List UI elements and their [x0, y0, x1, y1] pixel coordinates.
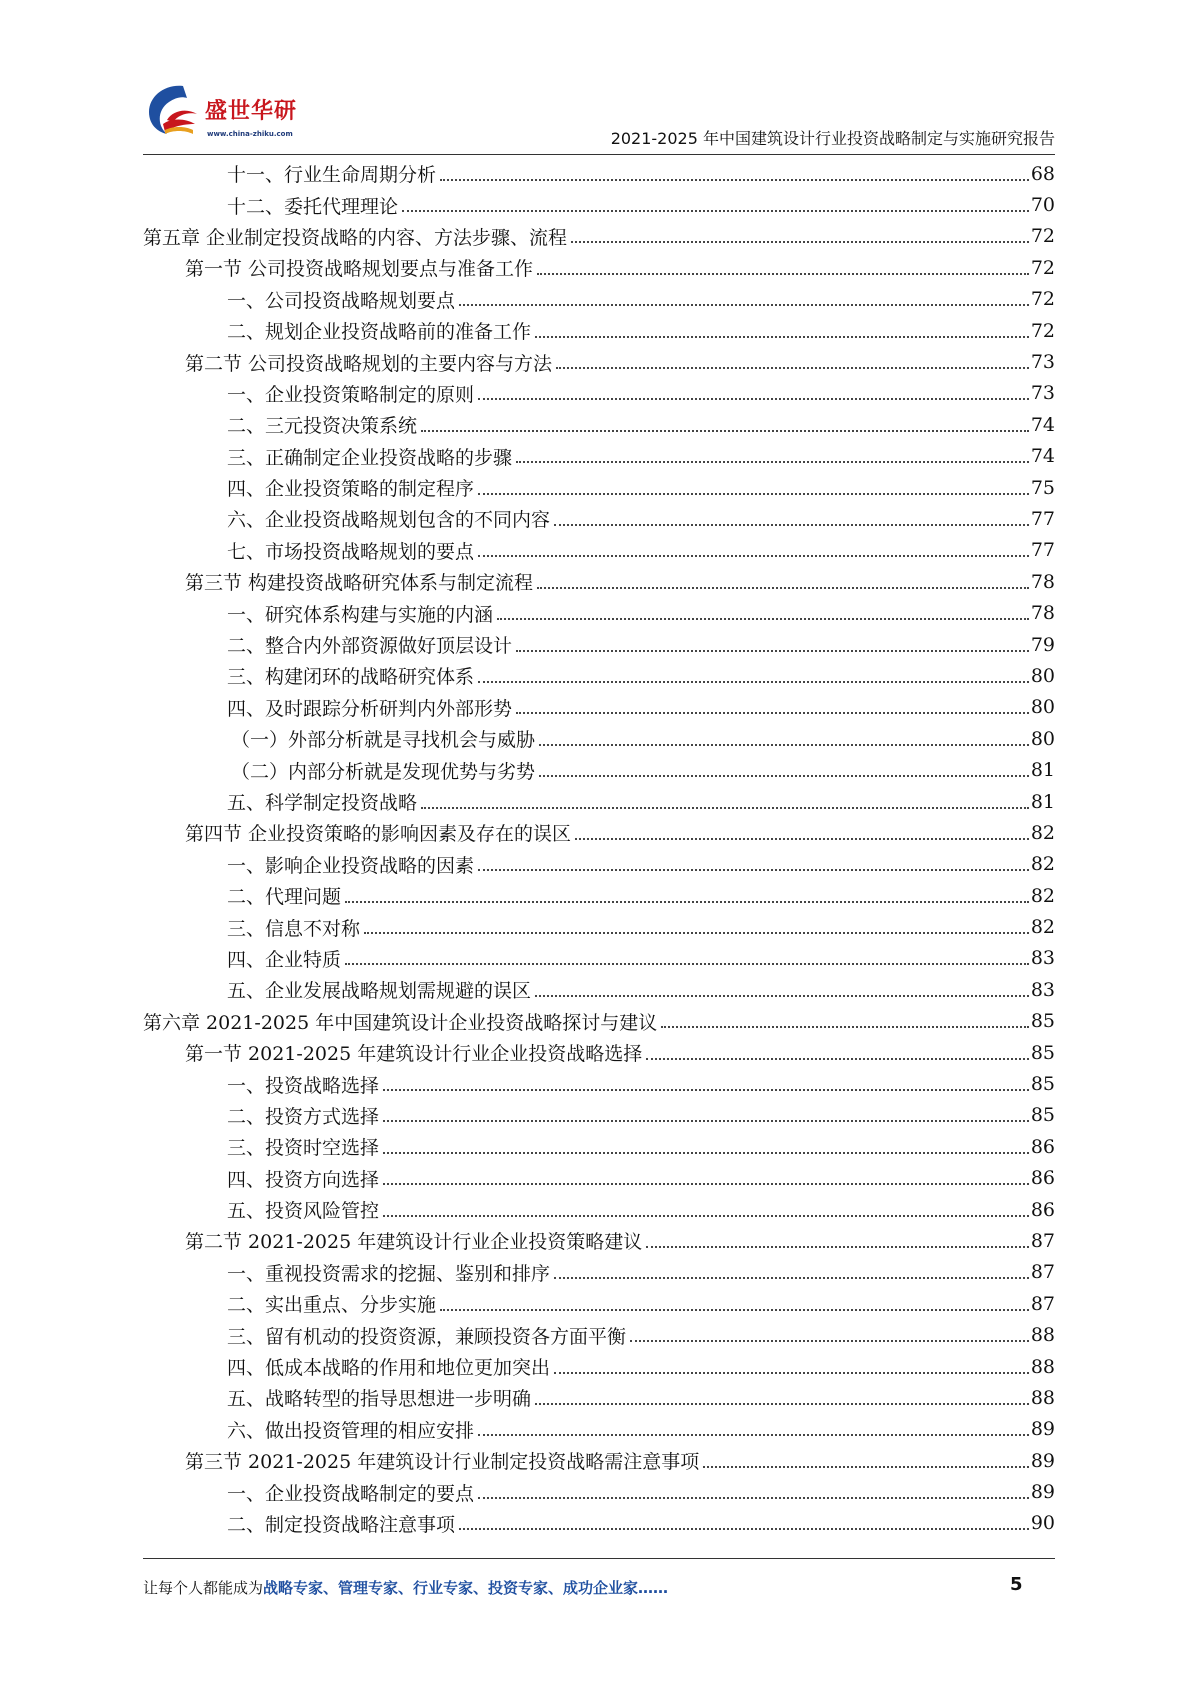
toc-entry[interactable] — [143, 441, 1055, 472]
toc-entry-page: 87 — [1030, 1229, 1055, 1252]
toc-entry-title: 第三节 2021-2025 年建筑设计行业制定投资战略需注意事项 — [185, 1451, 700, 1474]
toc-entry-title: 二、制定投资战略注意事项 — [227, 1513, 456, 1536]
toc-dot-leader — [516, 712, 1029, 714]
toc-entry-title: 二、实出重点、分步实施 — [227, 1294, 437, 1317]
logo-url: www.china-zhiku.com — [207, 130, 293, 138]
toc-entry-title: 一、研究体系构建与实施的内涵 — [227, 603, 494, 626]
toc-entry[interactable] — [143, 1288, 1055, 1319]
toc-entry[interactable] — [143, 503, 1055, 534]
toc-entry[interactable] — [143, 566, 1055, 597]
toc-entry[interactable] — [143, 284, 1055, 315]
toc-entry[interactable] — [143, 786, 1055, 817]
toc-entry-page: 85 — [1030, 1010, 1055, 1033]
toc-entry-page: 80 — [1030, 664, 1055, 687]
toc-entry-title: 六、企业投资战略规划包含的不同内容 — [227, 509, 551, 532]
toc-dot-leader — [478, 1434, 1029, 1436]
toc-dot-leader — [537, 273, 1029, 275]
toc-dot-leader — [478, 555, 1029, 557]
toc-entry[interactable] — [143, 1445, 1055, 1476]
toc-entry[interactable] — [143, 849, 1055, 880]
toc-entry-page: 86 — [1030, 1135, 1055, 1158]
toc-entry-page: 68 — [1030, 162, 1055, 185]
toc-dot-leader — [383, 1089, 1029, 1091]
table-of-contents — [143, 158, 1055, 1539]
toc-entry[interactable] — [143, 1225, 1055, 1256]
report-title: 2021-2025 年中国建筑设计行业投资战略制定与实施研究报告 — [610, 129, 1055, 148]
toc-entry-title: 第五章 企业制定投资战略的内容、方法步骤、流程 — [143, 226, 568, 249]
toc-entry-title: 第四节 企业投资策略的影响因素及存在的误区 — [185, 823, 572, 846]
toc-entry[interactable] — [143, 1037, 1055, 1068]
toc-entry-page: 80 — [1030, 727, 1055, 750]
toc-dot-leader — [345, 963, 1029, 965]
toc-entry-title: 第二节 公司投资战略规划的主要内容与方法 — [185, 352, 553, 375]
toc-entry-page: 86 — [1030, 1198, 1055, 1221]
toc-dot-leader — [516, 461, 1029, 463]
toc-entry-page: 70 — [1030, 194, 1055, 217]
toc-entry[interactable] — [143, 911, 1055, 942]
toc-entry-page: 74 — [1030, 413, 1055, 436]
toc-entry-title: 七、市场投资战略规划的要点 — [227, 540, 475, 563]
toc-entry-page: 79 — [1030, 633, 1055, 656]
toc-entry-title: 十一、行业生命周期分析 — [227, 164, 437, 187]
toc-entry-page: 81 — [1030, 759, 1055, 782]
header-divider — [143, 154, 1055, 155]
toc-dot-leader — [535, 995, 1029, 997]
toc-dot-leader — [383, 1183, 1029, 1185]
toc-entry[interactable] — [143, 629, 1055, 660]
toc-dot-leader — [535, 336, 1029, 338]
toc-dot-leader — [459, 1528, 1029, 1530]
toc-entry-title: 第六章 2021-2025 年中国建筑设计企业投资战略探讨与建议 — [143, 1011, 658, 1034]
toc-dot-leader — [478, 493, 1029, 495]
toc-entry-page: 74 — [1030, 445, 1055, 468]
toc-dot-leader — [554, 524, 1029, 526]
toc-entry-title: 二、三元投资决策系统 — [227, 415, 418, 438]
toc-entry-page: 72 — [1030, 256, 1055, 279]
toc-entry-page: 85 — [1030, 1073, 1055, 1096]
toc-entry[interactable] — [143, 346, 1055, 377]
toc-entry[interactable] — [143, 252, 1055, 283]
toc-entry[interactable] — [143, 1351, 1055, 1382]
toc-dot-leader — [364, 932, 1029, 934]
toc-entry[interactable] — [143, 1508, 1055, 1539]
toc-entry-title: 五、投资风险管控 — [227, 1200, 380, 1223]
toc-entry-page: 73 — [1030, 382, 1055, 405]
toc-dot-leader — [440, 1309, 1029, 1311]
toc-dot-leader — [537, 587, 1029, 589]
toc-entry-page: 85 — [1030, 1041, 1055, 1064]
toc-entry-page: 82 — [1030, 821, 1055, 844]
toc-entry[interactable] — [143, 943, 1055, 974]
toc-entry[interactable] — [143, 1163, 1055, 1194]
toc-entry-title: 四、低成本战略的作用和地位更加突出 — [227, 1357, 551, 1380]
toc-entry[interactable] — [143, 1382, 1055, 1413]
toc-entry-page: 77 — [1030, 507, 1055, 530]
toc-dot-leader — [539, 775, 1029, 777]
toc-dot-leader — [497, 618, 1029, 620]
toc-entry-title: （一）外部分析就是寻找机会与威胁 — [231, 729, 536, 752]
toc-dot-leader — [516, 650, 1029, 652]
toc-dot-leader — [703, 1466, 1029, 1468]
toc-entry[interactable] — [143, 597, 1055, 628]
toc-dot-leader — [646, 1246, 1029, 1248]
toc-entry-page: 73 — [1030, 351, 1055, 374]
page-header — [143, 80, 1055, 155]
toc-entry-title: 二、投资方式选择 — [227, 1105, 380, 1128]
toc-entry-title: 二、整合内外部资源做好顶层设计 — [227, 635, 513, 658]
toc-entry-title: 六、做出投资管理的相应安排 — [227, 1419, 475, 1442]
toc-entry-title: 二、代理问题 — [227, 886, 342, 909]
toc-dot-leader — [661, 1026, 1029, 1028]
toc-entry-page: 75 — [1030, 476, 1055, 499]
toc-entry[interactable] — [143, 1006, 1055, 1037]
toc-entry[interactable] — [143, 221, 1055, 252]
logo-text: 盛世华研 — [205, 99, 298, 124]
toc-dot-leader — [383, 1120, 1029, 1122]
toc-entry-title: 四、投资方向选择 — [227, 1168, 380, 1191]
toc-entry-page: 83 — [1030, 947, 1055, 970]
toc-entry-title: 第二节 2021-2025 年建筑设计行业企业投资策略建议 — [185, 1231, 643, 1254]
toc-entry-title: 三、留有机动的投资资源，兼顾投资各方面平衡 — [227, 1325, 627, 1348]
toc-entry[interactable] — [143, 472, 1055, 503]
toc-entry-title: 第一节 2021-2025 年建筑设计行业企业投资战略选择 — [185, 1043, 643, 1066]
footer-slogan-plain: 让每个人都能成为 — [143, 1579, 264, 1597]
toc-dot-leader — [646, 1058, 1029, 1060]
toc-dot-leader — [421, 807, 1029, 809]
toc-entry-page: 82 — [1030, 853, 1055, 876]
toc-dot-leader — [383, 1215, 1029, 1217]
footer-slogan-accent: 战略专家、管理专家、行业专家、投资专家、成功企业家…… — [263, 1579, 669, 1597]
toc-entry-page: 81 — [1030, 790, 1055, 813]
toc-entry-page: 78 — [1030, 602, 1055, 625]
toc-entry-title: 一、重视投资需求的挖掘、鉴别和排序 — [227, 1262, 551, 1285]
toc-dot-leader — [539, 744, 1029, 746]
toc-entry-title: 三、投资时空选择 — [227, 1137, 380, 1160]
toc-dot-leader — [421, 430, 1029, 432]
toc-dot-leader — [571, 241, 1029, 243]
toc-entry-page: 72 — [1030, 225, 1055, 248]
toc-entry-title: 一、影响企业投资战略的因素 — [227, 854, 475, 877]
logo-swoosh-icon — [143, 80, 205, 142]
toc-entry-title: 一、投资战略选择 — [227, 1074, 380, 1097]
toc-entry-page: 88 — [1030, 1324, 1055, 1347]
toc-entry-page: 82 — [1030, 884, 1055, 907]
toc-entry[interactable] — [143, 754, 1055, 785]
toc-entry-title: 三、正确制定企业投资战略的步骤 — [227, 446, 513, 469]
toc-entry-title: 五、企业发展战略规划需规避的误区 — [227, 980, 532, 1003]
toc-entry-page: 72 — [1030, 288, 1055, 311]
toc-entry-page: 87 — [1030, 1261, 1055, 1284]
footer-slogan — [143, 1577, 668, 1598]
toc-entry-title: 第三节 构建投资战略研究体系与制定流程 — [185, 572, 534, 595]
toc-entry[interactable] — [143, 1068, 1055, 1099]
toc-entry-page: 82 — [1030, 916, 1055, 939]
toc-entry-title: 一、企业投资战略制定的要点 — [227, 1482, 475, 1505]
toc-dot-leader — [478, 869, 1029, 871]
toc-entry-title: 四、及时跟踪分析研判内外部形势 — [227, 697, 513, 720]
toc-entry[interactable] — [143, 1194, 1055, 1225]
toc-entry-page: 77 — [1030, 539, 1055, 562]
toc-entry-page: 72 — [1030, 319, 1055, 342]
toc-dot-leader — [554, 1372, 1029, 1374]
toc-entry[interactable] — [143, 1476, 1055, 1507]
toc-entry-title: 三、信息不对称 — [227, 917, 361, 940]
toc-dot-leader — [383, 1152, 1029, 1154]
toc-dot-leader — [535, 1403, 1029, 1405]
toc-entry[interactable] — [143, 1257, 1055, 1288]
toc-dot-leader — [478, 1497, 1029, 1499]
toc-entry[interactable] — [143, 315, 1055, 346]
toc-entry-title: 第一节 公司投资战略规划要点与准备工作 — [185, 258, 534, 281]
toc-entry[interactable] — [143, 1100, 1055, 1131]
toc-entry[interactable] — [143, 409, 1055, 440]
toc-entry-page: 90 — [1030, 1512, 1055, 1535]
toc-entry[interactable] — [143, 1319, 1055, 1350]
toc-entry-title: 四、企业投资策略的制定程序 — [227, 478, 475, 501]
toc-entry-page: 89 — [1030, 1481, 1055, 1504]
toc-entry-page: 83 — [1030, 978, 1055, 1001]
toc-dot-leader — [478, 681, 1029, 683]
page-number: 5 — [1010, 1574, 1023, 1595]
toc-entry[interactable] — [143, 880, 1055, 911]
toc-entry[interactable] — [143, 1131, 1055, 1162]
toc-entry-page: 85 — [1030, 1104, 1055, 1127]
toc-dot-leader — [630, 1340, 1029, 1342]
toc-entry-title: 十二、委托代理理论 — [227, 195, 399, 218]
toc-dot-leader — [478, 398, 1029, 400]
toc-dot-leader — [556, 367, 1029, 369]
toc-entry[interactable] — [143, 189, 1055, 220]
toc-entry-page: 78 — [1030, 570, 1055, 593]
toc-dot-leader — [459, 304, 1029, 306]
toc-entry-title: 一、公司投资战略规划要点 — [227, 289, 456, 312]
company-logo — [143, 80, 313, 150]
toc-entry[interactable] — [143, 1414, 1055, 1445]
toc-entry[interactable] — [143, 660, 1055, 691]
toc-entry-title: 二、规划企业投资战略前的准备工作 — [227, 321, 532, 344]
toc-entry-title: 四、企业特质 — [227, 948, 342, 971]
toc-entry-title: （二）内部分析就是发现优势与劣势 — [231, 760, 536, 783]
toc-entry[interactable] — [143, 692, 1055, 723]
toc-entry-page: 88 — [1030, 1355, 1055, 1378]
toc-entry[interactable] — [143, 723, 1055, 754]
toc-entry-title: 一、企业投资策略制定的原则 — [227, 383, 475, 406]
toc-entry-page: 87 — [1030, 1292, 1055, 1315]
toc-dot-leader — [345, 901, 1029, 903]
toc-dot-leader — [575, 838, 1029, 840]
toc-entry[interactable] — [143, 817, 1055, 848]
toc-entry-page: 86 — [1030, 1167, 1055, 1190]
toc-entry-page: 80 — [1030, 696, 1055, 719]
toc-entry-title: 三、构建闭环的战略研究体系 — [227, 666, 475, 689]
toc-entry-page: 89 — [1030, 1449, 1055, 1472]
toc-dot-leader — [402, 210, 1029, 212]
toc-entry-title: 五、战略转型的指导思想进一步明确 — [227, 1388, 532, 1411]
toc-entry[interactable] — [143, 974, 1055, 1005]
toc-dot-leader — [554, 1277, 1029, 1279]
toc-entry-title: 五、科学制定投资战略 — [227, 792, 418, 814]
toc-entry[interactable] — [143, 535, 1055, 566]
toc-entry-page: 88 — [1030, 1386, 1055, 1409]
toc-entry-page: 89 — [1030, 1418, 1055, 1441]
toc-dot-leader — [440, 179, 1029, 181]
toc-entry[interactable] — [143, 158, 1055, 189]
footer-divider — [143, 1558, 1055, 1559]
toc-entry[interactable] — [143, 378, 1055, 409]
